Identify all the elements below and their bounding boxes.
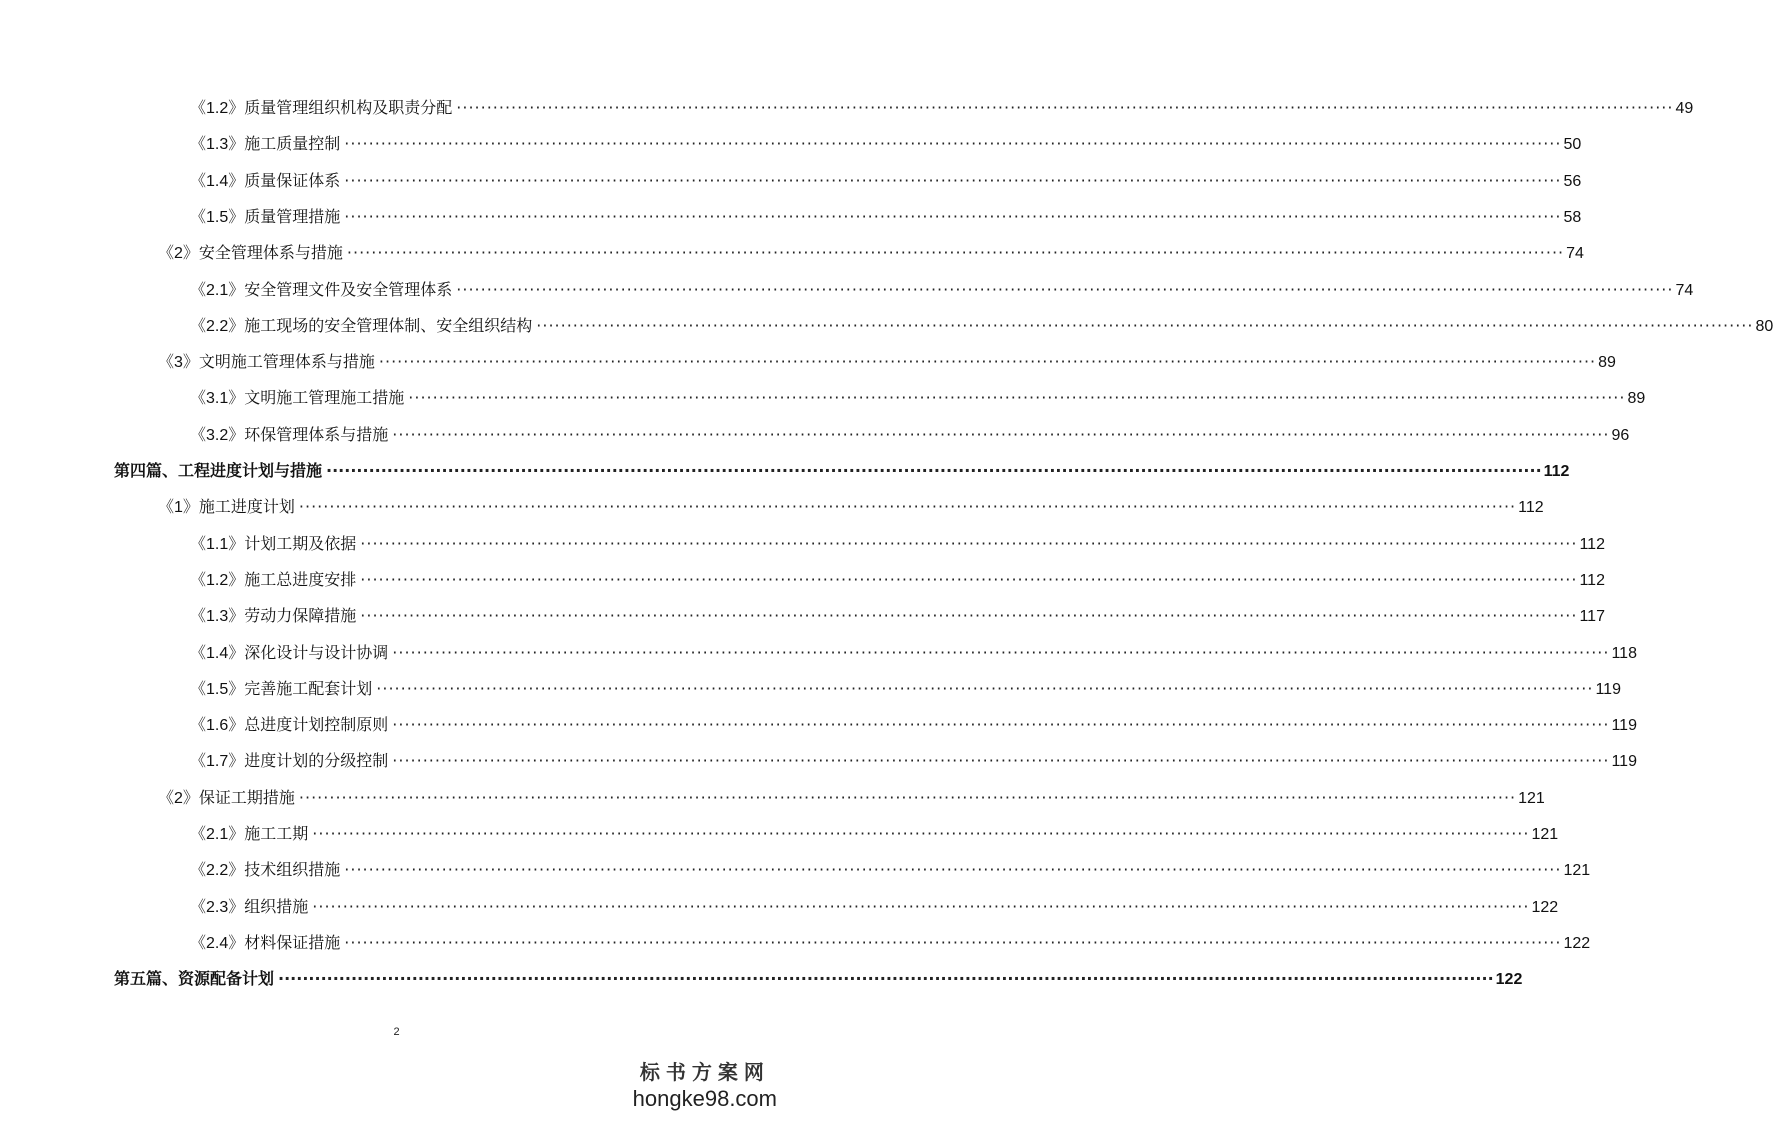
toc-entry-number: 《3》	[158, 354, 199, 372]
toc-entry-page: 119	[1595, 680, 1621, 698]
toc-entry-title: 总进度计划控制原则	[244, 715, 389, 735]
page-number: 2	[393, 1026, 400, 1038]
toc-entry-title: 施工总进度安排	[244, 569, 357, 589]
toc-entry-title: 技术组织措施	[244, 860, 341, 880]
toc-entry[interactable]	[190, 859, 1591, 881]
toc-entry-title: 组织措施	[244, 896, 309, 916]
toc-entry-title: 文明施工管理施工措施	[244, 388, 405, 408]
toc-entry[interactable]	[190, 206, 1582, 228]
toc-entry-number: 《1.1》	[190, 535, 245, 553]
toc-entry-title: 施工现场的安全管理体制、安全组织结构	[244, 315, 533, 335]
toc-entry-number: 《3.1》	[190, 390, 245, 408]
toc-entry[interactable]	[190, 133, 1582, 155]
toc-entry[interactable]	[190, 315, 1773, 337]
toc-entry[interactable]	[190, 896, 1559, 918]
toc-entry-title: 施工进度计划	[198, 497, 295, 517]
toc-entry-title: 施工质量控制	[244, 134, 341, 154]
toc-entry-page: 122	[1531, 898, 1559, 916]
toc-entry-page: 121	[1518, 789, 1545, 807]
toc-entry-title: 保证工期措施	[198, 787, 295, 807]
toc-leader-dots: ········································································································································································································	[312, 824, 1530, 843]
toc-leader-dots: ········································································································································································································	[456, 279, 1674, 299]
toc-entry-number: 《2.4》	[190, 934, 245, 952]
toc-entry-number: 《2.1》	[190, 281, 245, 299]
toc-leader-dots: ········································································································································································································	[360, 569, 1578, 589]
toc-entry[interactable]	[158, 351, 1616, 373]
toc-entry[interactable]	[114, 968, 1523, 990]
toc-entry-title: 质量管理组织机构及职责分配	[244, 98, 453, 117]
toc-entry-number: 《1.3》	[190, 608, 245, 626]
toc-leader-dots: ········································································································································································································	[392, 424, 1610, 444]
toc-leader-dots: ········································································································································································································	[376, 678, 1594, 698]
toc-entry-page: 121	[1531, 826, 1559, 843]
watermark-logo	[633, 1058, 777, 1112]
toc-entry[interactable]	[190, 823, 1559, 845]
toc-entry[interactable]	[190, 750, 1637, 772]
toc-entry-number: 《2》	[158, 789, 199, 807]
toc-entry-number: 《1.7》	[190, 753, 245, 771]
toc-entry-page: 119	[1611, 753, 1637, 771]
toc-leader-dots: ········································································································································································································	[298, 497, 1517, 517]
toc-entry-number: 《2.1》	[190, 826, 245, 843]
toc-entry[interactable]	[114, 460, 1570, 482]
toc-entry[interactable]	[190, 533, 1605, 555]
toc-leader-dots: ········································································································································································································	[344, 170, 1562, 190]
toc-entry-page: 119	[1611, 717, 1637, 735]
toc-entry-page: 112	[1543, 463, 1570, 480]
toc-entry-number: 《1.5》	[190, 680, 245, 698]
toc-leader-dots: ········································································································································································································	[344, 932, 1562, 952]
toc-entry[interactable]	[158, 787, 1545, 809]
toc-entry[interactable]	[190, 932, 1591, 954]
toc-leader-dots: ········································································································································································································	[408, 388, 1626, 408]
toc-leader-dots: ········································································································································································································	[326, 461, 1542, 480]
toc-leader-dots: ········································································································································································································	[344, 206, 1562, 226]
toc-entry[interactable]	[190, 678, 1621, 700]
toc-entry-title: 第五篇、资源配备计划	[114, 969, 275, 989]
toc-entry-number: 《2.2》	[190, 862, 245, 880]
watermark-url: hongke98.com	[632, 1086, 777, 1111]
toc-entry-title: 材料保证措施	[244, 932, 341, 952]
toc-entry[interactable]	[190, 569, 1605, 591]
watermark-site-name: 标书方案网	[639, 1060, 770, 1084]
toc-entry-number: 《1.3》	[190, 136, 245, 154]
toc-entry-title: 文明施工管理体系与措施	[198, 352, 375, 372]
toc-leader-dots: ········································································································································································································	[360, 606, 1578, 626]
toc-leader-dots: ········································································································································································································	[378, 352, 1597, 372]
toc-entry-number: 《1.6》	[190, 717, 245, 735]
toc-entry-number: 《3.2》	[190, 426, 245, 444]
toc-entry[interactable]	[190, 714, 1637, 736]
toc-entry-number: 《1》	[158, 499, 199, 517]
toc-entry-title: 安全管理体系与措施	[198, 243, 343, 263]
toc-entry[interactable]	[190, 279, 1694, 301]
toc-entry-number: 《2.2》	[190, 317, 245, 335]
toc-entry-page: 112	[1579, 535, 1605, 553]
toc-entry-page: 122	[1563, 934, 1591, 952]
toc-entry-page: 118	[1611, 644, 1637, 662]
toc-entry-title: 完善施工配套计划	[244, 678, 373, 698]
toc-entry-number: 《1.5》	[190, 208, 245, 226]
toc-leader-dots: ········································································································································································································	[392, 715, 1610, 735]
toc-entry-title: 环保管理体系与措施	[244, 424, 389, 444]
toc-entry-title: 进度计划的分级控制	[244, 751, 389, 771]
toc-entry-page: 50	[1563, 136, 1582, 154]
toc-entry-page: 74	[1566, 245, 1584, 263]
toc-entry-page: 80	[1755, 317, 1773, 335]
toc-entry-number: 《1.2》	[190, 571, 245, 589]
toc-entry-page: 58	[1563, 208, 1582, 226]
toc-entry-number: 《2》	[158, 245, 199, 263]
toc-entry-title: 深化设计与设计协调	[244, 642, 389, 662]
toc-leader-dots: ········································································································································································································	[346, 243, 1565, 263]
toc-entry-title: 质量保证体系	[244, 170, 341, 190]
toc-entry-number: 《1.2》	[190, 100, 245, 117]
toc-leader-dots: ········································································································································································································	[298, 787, 1517, 807]
toc-entry[interactable]	[158, 242, 1584, 264]
toc-entry-page: 112	[1579, 571, 1605, 589]
toc-entry-number: 《2.3》	[190, 898, 245, 916]
toc-entry-page: 96	[1611, 426, 1630, 444]
toc-entry-page: 122	[1495, 971, 1523, 989]
toc-entry-number: 《1.4》	[190, 172, 245, 190]
toc-entry[interactable]	[190, 387, 1646, 409]
toc-leader-dots: ········································································································································································································	[392, 642, 1610, 662]
toc-entry[interactable]	[190, 642, 1637, 664]
toc-entry-page: 112	[1518, 499, 1544, 517]
toc-leader-dots: ········································································································································································································	[344, 134, 1562, 154]
toc-entry-page: 49	[1675, 100, 1694, 117]
toc-leader-dots: ········································································································································································································	[536, 315, 1754, 335]
toc-entry[interactable]	[190, 97, 1694, 119]
toc-entry-title: 安全管理文件及安全管理体系	[244, 279, 453, 299]
toc-leader-dots: ········································································································································································································	[456, 98, 1674, 117]
toc-leader-dots: ········································································································································································································	[312, 896, 1530, 916]
toc-entry-page: 89	[1598, 354, 1616, 372]
toc-leader-dots: ········································································································································································································	[392, 751, 1610, 771]
toc-entry-title: 劳动力保障措施	[244, 606, 357, 626]
toc-leader-dots: ········································································································································································································	[278, 969, 1494, 989]
toc-entry-page: 74	[1675, 281, 1694, 299]
toc-entry[interactable]	[158, 496, 1544, 518]
toc-entry-number: 《1.4》	[190, 644, 245, 662]
toc-entry-page: 89	[1627, 390, 1646, 408]
toc-entry-title: 质量管理措施	[244, 206, 341, 226]
toc-entry-title: 施工工期	[244, 824, 309, 843]
toc-entry-page: 121	[1563, 862, 1591, 880]
toc-entry-page: 56	[1563, 172, 1582, 190]
toc-entry-title: 第四篇、工程进度计划与措施	[114, 461, 323, 480]
toc-entry-title: 计划工期及依据	[244, 533, 357, 553]
toc-entry[interactable]	[190, 170, 1582, 192]
toc-entry[interactable]	[190, 424, 1630, 446]
toc-entry-page: 117	[1579, 608, 1605, 626]
toc-leader-dots: ········································································································································································································	[344, 860, 1562, 880]
toc-leader-dots: ········································································································································································································	[360, 533, 1578, 553]
toc-entry[interactable]	[190, 605, 1605, 627]
